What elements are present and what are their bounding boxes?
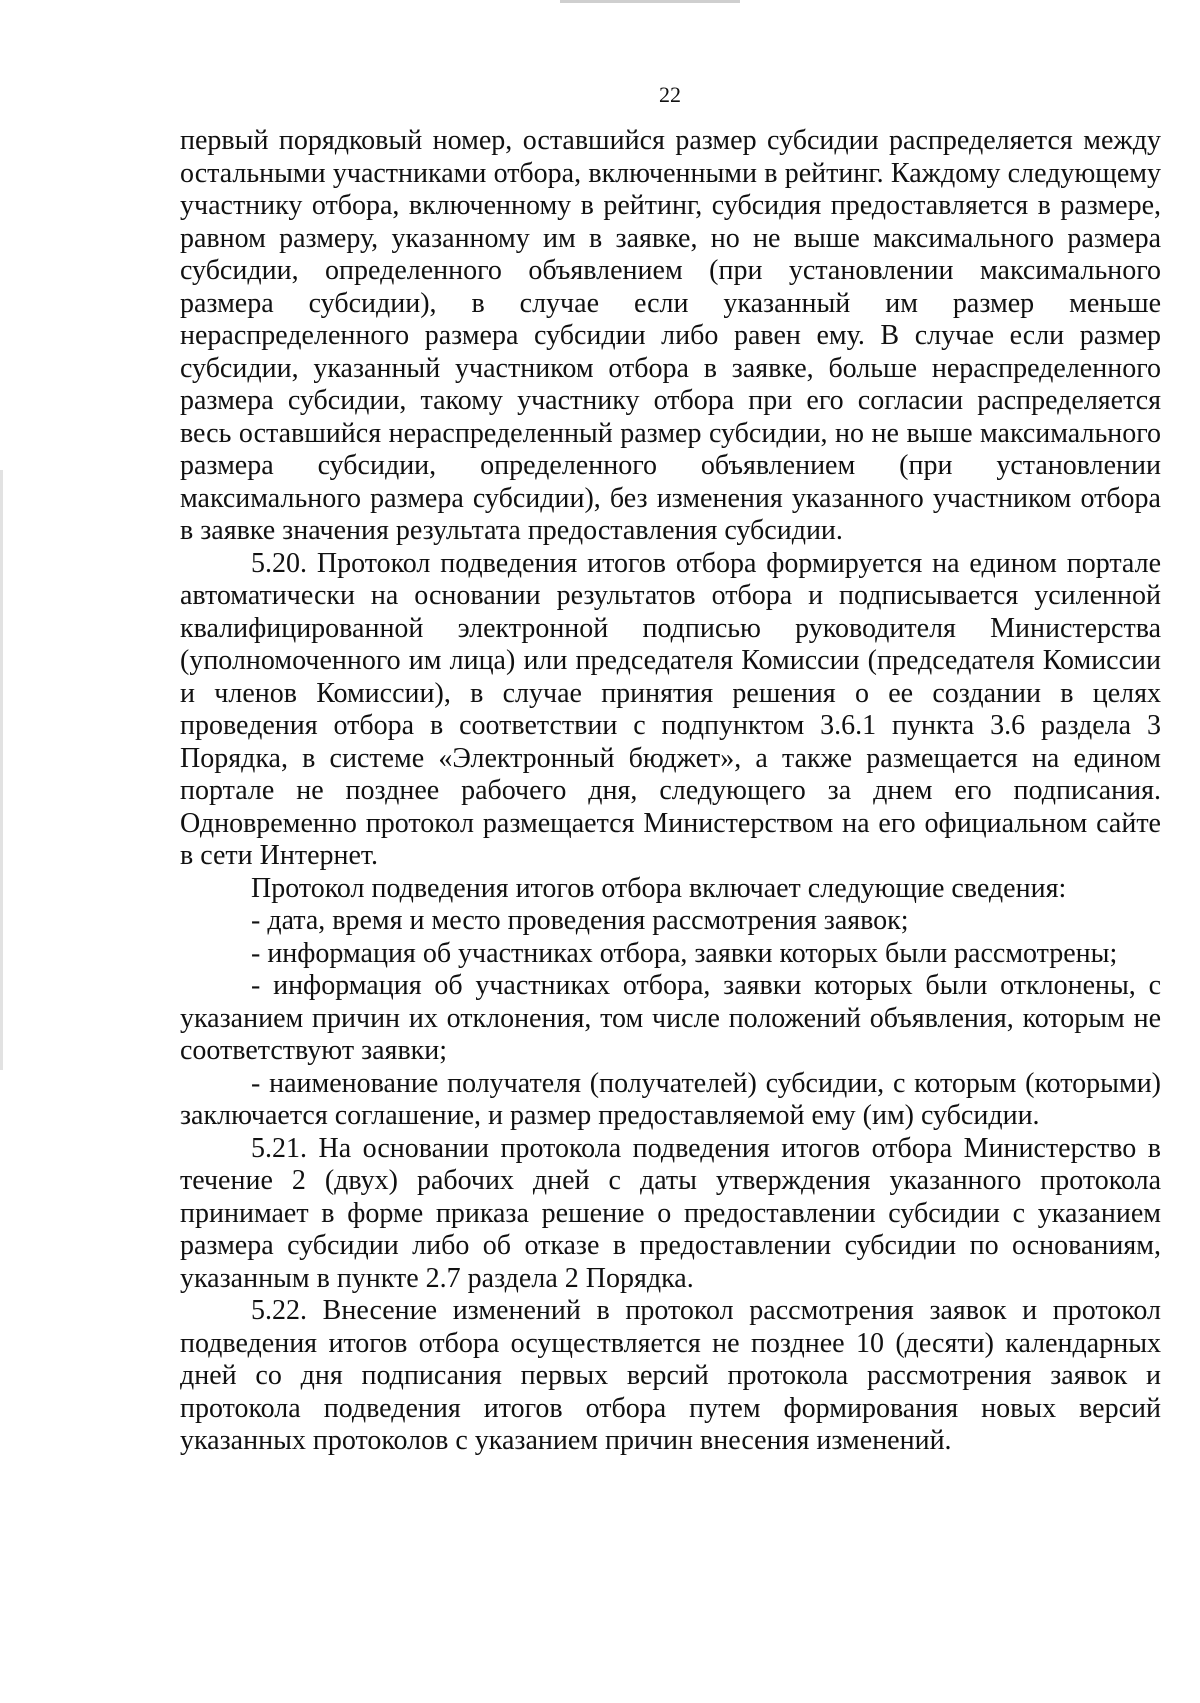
list-item-reviewed-participants: - информация об участниках отбора, заявки которых были рассмотрены; [251,937,1118,969]
scan-top-mark [560,0,740,3]
scan-left-edge [0,470,3,1070]
list-item-recipient-name: - наименование получателя (получателей) субсидии, с которым (которыми) заключается соглашение, и размер предоставляемой ему (им) субсидии. [180,1067,1161,1131]
document-body [180,125,1161,1458]
paragraph-5-21: 5.21. На основании протокола подведения итогов отбора Министерство в течение 2 (двух) рабочих дней с даты утверждения указанного протокола принимает в форме приказа решение о предоставлении субсидии с указанием размера субсидии либо об отказе в предоставлении субсидии по основаниям, указанным в пункте 2.7 раздела 2 Порядка. [180,1132,1161,1294]
paragraph-continuation: первый порядковый номер, оставшийся размер субсидии распределяется между остальными участниками отбора, включенными в рейтинг. Каждому следующему участнику отбора, включенному в рейтинг, субсидия предоставляется в размере, равном размеру, указанному им в заявке, но не выше максимального размера субсидии, определенного объявлением (при установлении максимального размера субсидии), в случае если указанный им размер меньше нераспределенного размера субсидии либо равен ему. В случае если размер субсидии, указанный участником отбора в заявке, больше нераспределенного размера субсидии, такому участнику отбора при его согласии распределяется весь оставшийся нераспределенный размер субсидии, но не выше максимального размера субсидии, определенного объявлением (при установлении максимального размера субсидии), без изменения указанного участником отбора в заявке значения результата предоставления субсидии. [180,125,1161,546]
list-item-rejected-participants: - информация об участниках отбора, заявки которых были отклонены, с указанием причин их отклонения, том числе положений объявления, которым не соответствуют заявки; [180,970,1161,1066]
paragraph-5-20: 5.20. Протокол подведения итогов отбора формируется на едином портале автоматически на основании результатов отбора и подписывается усиленной квалифицированной электронной подписью руководителя Министерства (уполномоченного им лица) или председателя Комиссии (председателя Комиссии и членов Комиссии), в случае принятия решения о ее создании в целях проведения отбора в соответствии с подпунктом 3.6.1 пункта 3.6 раздела 3 Порядка, в системе «Электронный бюджет», а также размещается на едином портале не позднее рабочего дня, следующего за днем его подписания. Одновременно протокол размещается Министерством на его официальном сайте в сети Интернет. [180,547,1161,871]
page-number: 22 [659,82,681,107]
list-item-date-time-place: - дата, время и место проведения рассмотрения заявок; [251,905,909,936]
paragraph-5-22: 5.22. Внесение изменений в протокол рассмотрения заявок и протокол подведения итогов отбора осуществляется не позднее 10 (десяти) календарных дней со дня подписания первых версий протокола рассмотрения заявок и протокола подведения итогов отбора путем формирования новых версий указанных протоколов с указанием причин внесения изменений. [180,1295,1161,1456]
paragraph-protocol-contents: Протокол подведения итогов отбора включает следующие сведения: [251,872,1067,904]
